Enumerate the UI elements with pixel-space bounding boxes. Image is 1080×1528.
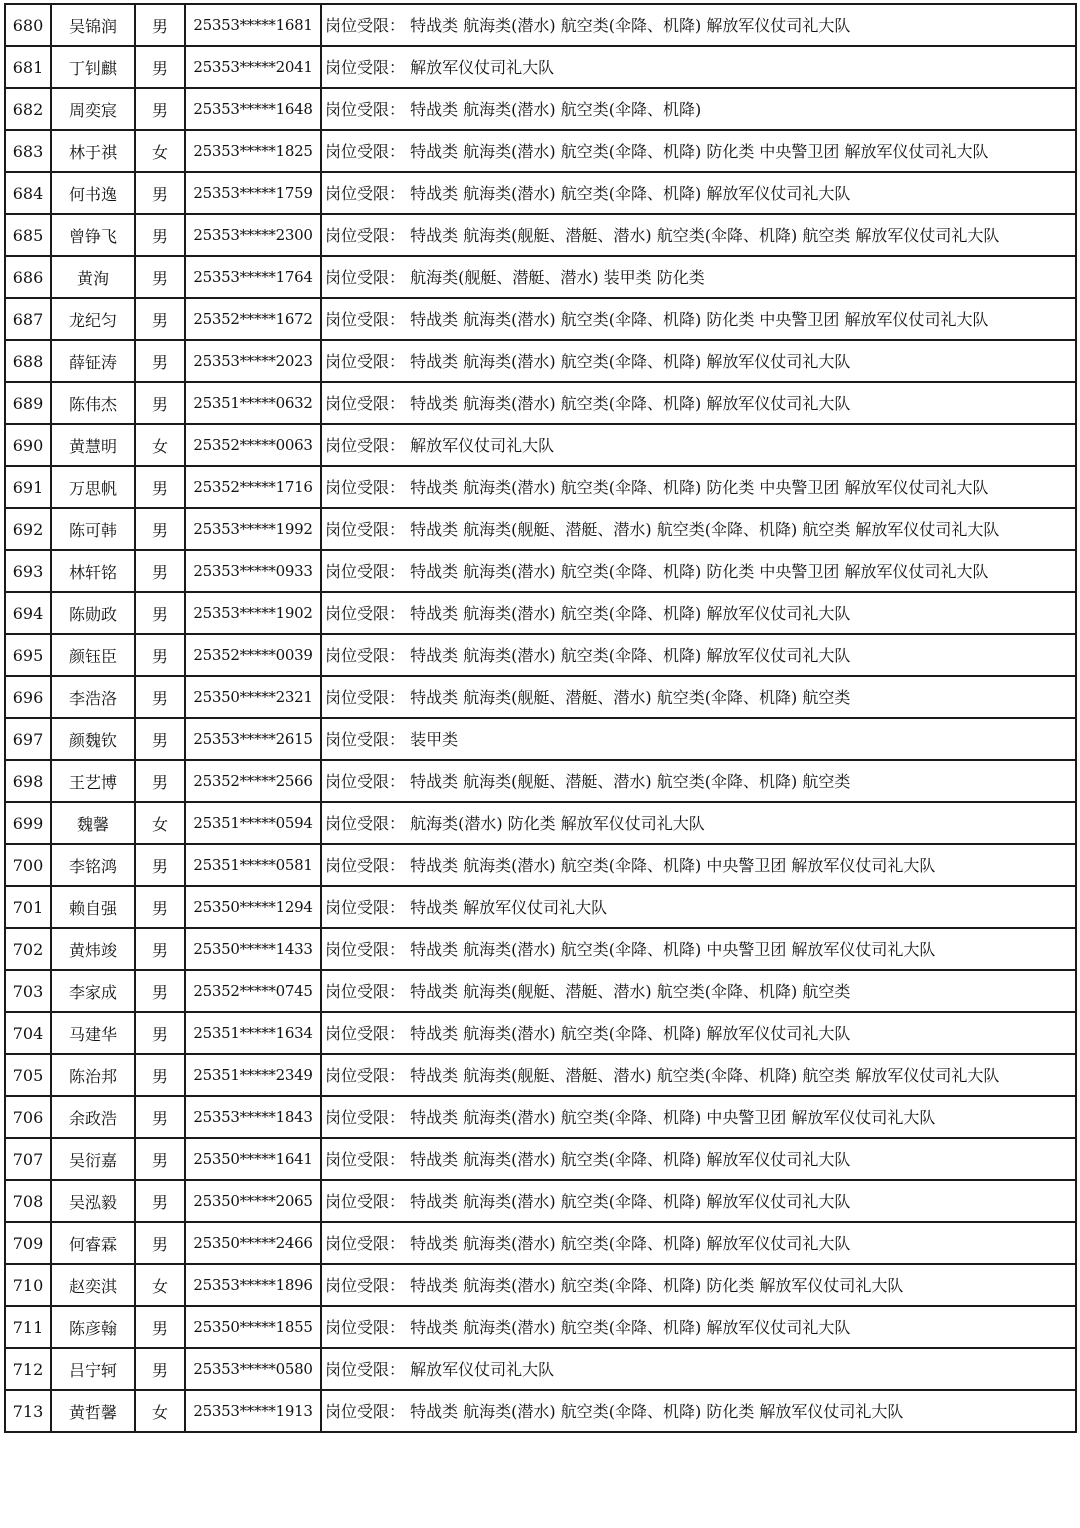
table-row: [5, 1306, 1076, 1348]
name-cell: 何睿霖: [51, 1222, 135, 1264]
row-number-cell: 698: [5, 760, 51, 802]
name-cell: 陈彦翰: [51, 1306, 135, 1348]
sex-cell: 男: [135, 46, 185, 88]
table-row: [5, 970, 1076, 1012]
row-number-cell: 693: [5, 550, 51, 592]
id-number-cell: 25353*****1764: [185, 256, 321, 298]
restriction-cell: 岗位受限： 特战类 航海类(潜水) 航空类(伞降、机降) 解放军仪仗司礼大队: [321, 172, 1076, 214]
table-row: [5, 844, 1076, 886]
table-row: [5, 1054, 1076, 1096]
table-row: [5, 592, 1076, 634]
table-row: [5, 802, 1076, 844]
row-number-cell: 705: [5, 1054, 51, 1096]
table-row: [5, 718, 1076, 760]
restriction-cell: 岗位受限： 航海类(舰艇、潜艇、潜水) 装甲类 防化类: [321, 256, 1076, 298]
row-number-cell: 713: [5, 1390, 51, 1432]
table-row: [5, 46, 1076, 88]
table-row: [5, 4, 1076, 46]
roster-table-body: [5, 4, 1076, 1432]
restriction-cell: 岗位受限： 特战类 航海类(潜水) 航空类(伞降、机降) 解放军仪仗司礼大队: [321, 592, 1076, 634]
sex-cell: 男: [135, 928, 185, 970]
restriction-cell: 岗位受限： 特战类 航海类(潜水) 航空类(伞降、机降) 解放军仪仗司礼大队: [321, 1012, 1076, 1054]
table-row: [5, 298, 1076, 340]
row-number-cell: 711: [5, 1306, 51, 1348]
restriction-cell: 岗位受限： 特战类 航海类(潜水) 航空类(伞降、机降) 解放军仪仗司礼大队: [321, 382, 1076, 424]
sex-cell: 男: [135, 634, 185, 676]
row-number-cell: 695: [5, 634, 51, 676]
restriction-cell: 岗位受限： 解放军仪仗司礼大队: [321, 424, 1076, 466]
name-cell: 李家成: [51, 970, 135, 1012]
name-cell: 黄慧明: [51, 424, 135, 466]
row-number-cell: 709: [5, 1222, 51, 1264]
name-cell: 赖自强: [51, 886, 135, 928]
id-number-cell: 25353*****1902: [185, 592, 321, 634]
restriction-cell: 岗位受限： 特战类 航海类(潜水) 航空类(伞降、机降) 解放军仪仗司礼大队: [321, 1306, 1076, 1348]
table-row: [5, 1390, 1076, 1432]
sex-cell: 男: [135, 298, 185, 340]
row-number-cell: 697: [5, 718, 51, 760]
row-number-cell: 684: [5, 172, 51, 214]
name-cell: 李铭鸿: [51, 844, 135, 886]
id-number-cell: 25353*****1825: [185, 130, 321, 172]
restriction-cell: 岗位受限： 特战类 航海类(舰艇、潜艇、潜水) 航空类(伞降、机降) 航空类 解放军仪仗司礼大队: [321, 1054, 1076, 1096]
restriction-cell: 岗位受限： 特战类 航海类(舰艇、潜艇、潜水) 航空类(伞降、机降) 航空类: [321, 970, 1076, 1012]
row-number-cell: 704: [5, 1012, 51, 1054]
restriction-cell: 岗位受限： 特战类 航海类(潜水) 航空类(伞降、机降) 中央警卫团 解放军仪仗司礼大队: [321, 844, 1076, 886]
restriction-cell: 岗位受限： 解放军仪仗司礼大队: [321, 1348, 1076, 1390]
id-number-cell: 25350*****1855: [185, 1306, 321, 1348]
restriction-cell: 岗位受限： 特战类 航海类(潜水) 航空类(伞降、机降) 防化类 中央警卫团 解放军仪仗司礼大队: [321, 298, 1076, 340]
row-number-cell: 685: [5, 214, 51, 256]
id-number-cell: 25353*****1843: [185, 1096, 321, 1138]
id-number-cell: 25353*****1992: [185, 508, 321, 550]
id-number-cell: 25350*****2065: [185, 1180, 321, 1222]
id-number-cell: 25353*****1648: [185, 88, 321, 130]
name-cell: 万思帆: [51, 466, 135, 508]
row-number-cell: 708: [5, 1180, 51, 1222]
sex-cell: 男: [135, 760, 185, 802]
name-cell: 林于祺: [51, 130, 135, 172]
restriction-cell: 岗位受限： 特战类 航海类(舰艇、潜艇、潜水) 航空类(伞降、机降) 航空类 解放军仪仗司礼大队: [321, 214, 1076, 256]
row-number-cell: 686: [5, 256, 51, 298]
sex-cell: 男: [135, 1222, 185, 1264]
name-cell: 何书逸: [51, 172, 135, 214]
row-number-cell: 701: [5, 886, 51, 928]
sex-cell: 男: [135, 256, 185, 298]
sex-cell: 男: [135, 214, 185, 256]
name-cell: 颜魏钦: [51, 718, 135, 760]
id-number-cell: 25350*****1433: [185, 928, 321, 970]
row-number-cell: 700: [5, 844, 51, 886]
table-row: [5, 1264, 1076, 1306]
id-number-cell: 25353*****1896: [185, 1264, 321, 1306]
row-number-cell: 683: [5, 130, 51, 172]
sex-cell: 男: [135, 886, 185, 928]
restriction-cell: 岗位受限： 航海类(潜水) 防化类 解放军仪仗司礼大队: [321, 802, 1076, 844]
restriction-cell: 岗位受限： 特战类 航海类(舰艇、潜艇、潜水) 航空类(伞降、机降) 航空类 解放军仪仗司礼大队: [321, 508, 1076, 550]
row-number-cell: 690: [5, 424, 51, 466]
sex-cell: 男: [135, 1306, 185, 1348]
row-number-cell: 696: [5, 676, 51, 718]
id-number-cell: 25353*****0933: [185, 550, 321, 592]
name-cell: 陈勋政: [51, 592, 135, 634]
sex-cell: 男: [135, 1096, 185, 1138]
row-number-cell: 699: [5, 802, 51, 844]
row-number-cell: 688: [5, 340, 51, 382]
row-number-cell: 707: [5, 1138, 51, 1180]
row-number-cell: 703: [5, 970, 51, 1012]
id-number-cell: 25351*****1634: [185, 1012, 321, 1054]
sex-cell: 男: [135, 4, 185, 46]
sex-cell: 男: [135, 550, 185, 592]
id-number-cell: 25352*****1716: [185, 466, 321, 508]
sex-cell: 男: [135, 382, 185, 424]
table-row: [5, 1138, 1076, 1180]
row-number-cell: 710: [5, 1264, 51, 1306]
id-number-cell: 25353*****2023: [185, 340, 321, 382]
name-cell: 龙纪匀: [51, 298, 135, 340]
id-number-cell: 25351*****0594: [185, 802, 321, 844]
sex-cell: 男: [135, 1138, 185, 1180]
restriction-cell: 岗位受限： 特战类 航海类(潜水) 航空类(伞降、机降): [321, 88, 1076, 130]
name-cell: 魏馨: [51, 802, 135, 844]
id-number-cell: 25352*****0039: [185, 634, 321, 676]
restriction-cell: 岗位受限： 特战类 航海类(潜水) 航空类(伞降、机降) 解放军仪仗司礼大队: [321, 634, 1076, 676]
restriction-cell: 岗位受限： 装甲类: [321, 718, 1076, 760]
row-number-cell: 691: [5, 466, 51, 508]
restriction-cell: 岗位受限： 特战类 航海类(潜水) 航空类(伞降、机降) 防化类 中央警卫团 解放军仪仗司礼大队: [321, 466, 1076, 508]
table-row: [5, 760, 1076, 802]
row-number-cell: 680: [5, 4, 51, 46]
table-row: [5, 424, 1076, 466]
sex-cell: 男: [135, 172, 185, 214]
table-row: [5, 382, 1076, 424]
sex-cell: 女: [135, 802, 185, 844]
name-cell: 黄洵: [51, 256, 135, 298]
table-row: [5, 340, 1076, 382]
sex-cell: 男: [135, 844, 185, 886]
sex-cell: 男: [135, 466, 185, 508]
restriction-cell: 岗位受限： 特战类 航海类(潜水) 航空类(伞降、机降) 解放军仪仗司礼大队: [321, 1138, 1076, 1180]
sex-cell: 男: [135, 1180, 185, 1222]
id-number-cell: 25353*****1681: [185, 4, 321, 46]
sex-cell: 男: [135, 970, 185, 1012]
row-number-cell: 712: [5, 1348, 51, 1390]
name-cell: 薛钲涛: [51, 340, 135, 382]
id-number-cell: 25352*****0063: [185, 424, 321, 466]
roster-sheet: [4, 3, 1075, 1433]
name-cell: 曾铮飞: [51, 214, 135, 256]
id-number-cell: 25351*****0632: [185, 382, 321, 424]
name-cell: 颜钰臣: [51, 634, 135, 676]
restriction-cell: 岗位受限： 特战类 航海类(潜水) 航空类(伞降、机降) 中央警卫团 解放军仪仗司礼大队: [321, 928, 1076, 970]
table-row: [5, 172, 1076, 214]
table-row: [5, 508, 1076, 550]
table-row: [5, 466, 1076, 508]
row-number-cell: 706: [5, 1096, 51, 1138]
table-row: [5, 1180, 1076, 1222]
restriction-cell: 岗位受限： 解放军仪仗司礼大队: [321, 46, 1076, 88]
sex-cell: 男: [135, 592, 185, 634]
sex-cell: 男: [135, 340, 185, 382]
sex-cell: 男: [135, 508, 185, 550]
name-cell: 王艺博: [51, 760, 135, 802]
restriction-cell: 岗位受限： 特战类 航海类(潜水) 航空类(伞降、机降) 防化类 解放军仪仗司礼大队: [321, 1264, 1076, 1306]
name-cell: 陈伟杰: [51, 382, 135, 424]
table-row: [5, 676, 1076, 718]
row-number-cell: 681: [5, 46, 51, 88]
restriction-cell: 岗位受限： 特战类 解放军仪仗司礼大队: [321, 886, 1076, 928]
sex-cell: 男: [135, 88, 185, 130]
name-cell: 余政浩: [51, 1096, 135, 1138]
id-number-cell: 25351*****0581: [185, 844, 321, 886]
id-number-cell: 25350*****1294: [185, 886, 321, 928]
name-cell: 林轩铭: [51, 550, 135, 592]
row-number-cell: 692: [5, 508, 51, 550]
id-number-cell: 25353*****1913: [185, 1390, 321, 1432]
restriction-cell: 岗位受限： 特战类 航海类(潜水) 航空类(伞降、机降) 解放军仪仗司礼大队: [321, 1180, 1076, 1222]
id-number-cell: 25353*****2615: [185, 718, 321, 760]
id-number-cell: 25351*****2349: [185, 1054, 321, 1096]
id-number-cell: 25350*****2321: [185, 676, 321, 718]
row-number-cell: 682: [5, 88, 51, 130]
name-cell: 吴泓毅: [51, 1180, 135, 1222]
sex-cell: 男: [135, 1012, 185, 1054]
table-row: [5, 886, 1076, 928]
table-row: [5, 130, 1076, 172]
name-cell: 吴衍嘉: [51, 1138, 135, 1180]
name-cell: 吴锦润: [51, 4, 135, 46]
restriction-cell: 岗位受限： 特战类 航海类(潜水) 航空类(伞降、机降) 解放军仪仗司礼大队: [321, 340, 1076, 382]
id-number-cell: 25353*****2300: [185, 214, 321, 256]
table-row: [5, 1348, 1076, 1390]
id-number-cell: 25353*****0580: [185, 1348, 321, 1390]
table-row: [5, 550, 1076, 592]
sex-cell: 男: [135, 718, 185, 760]
table-row: [5, 214, 1076, 256]
sex-cell: 女: [135, 130, 185, 172]
name-cell: 丁钊麒: [51, 46, 135, 88]
name-cell: 马建华: [51, 1012, 135, 1054]
id-number-cell: 25352*****0745: [185, 970, 321, 1012]
restriction-cell: 岗位受限： 特战类 航海类(潜水) 航空类(伞降、机降) 防化类 中央警卫团 解放军仪仗司礼大队: [321, 130, 1076, 172]
table-row: [5, 928, 1076, 970]
id-number-cell: 25353*****2041: [185, 46, 321, 88]
restriction-cell: 岗位受限： 特战类 航海类(舰艇、潜艇、潜水) 航空类(伞降、机降) 航空类: [321, 676, 1076, 718]
row-number-cell: 689: [5, 382, 51, 424]
id-number-cell: 25353*****1759: [185, 172, 321, 214]
table-row: [5, 88, 1076, 130]
name-cell: 陈治邦: [51, 1054, 135, 1096]
id-number-cell: 25350*****1641: [185, 1138, 321, 1180]
table-row: [5, 1222, 1076, 1264]
row-number-cell: 702: [5, 928, 51, 970]
restriction-cell: 岗位受限： 特战类 航海类(舰艇、潜艇、潜水) 航空类(伞降、机降) 航空类: [321, 760, 1076, 802]
restriction-cell: 岗位受限： 特战类 航海类(潜水) 航空类(伞降、机降) 防化类 解放军仪仗司礼大队: [321, 1390, 1076, 1432]
table-row: [5, 256, 1076, 298]
sex-cell: 女: [135, 1390, 185, 1432]
restriction-cell: 岗位受限： 特战类 航海类(潜水) 航空类(伞降、机降) 防化类 中央警卫团 解放军仪仗司礼大队: [321, 550, 1076, 592]
name-cell: 周奕宸: [51, 88, 135, 130]
sex-cell: 男: [135, 1348, 185, 1390]
id-number-cell: 25352*****2566: [185, 760, 321, 802]
sex-cell: 男: [135, 676, 185, 718]
id-number-cell: 25352*****1672: [185, 298, 321, 340]
sex-cell: 女: [135, 424, 185, 466]
table-row: [5, 634, 1076, 676]
restriction-cell: 岗位受限： 特战类 航海类(潜水) 航空类(伞降、机降) 解放军仪仗司礼大队: [321, 1222, 1076, 1264]
name-cell: 黄哲馨: [51, 1390, 135, 1432]
name-cell: 李浩洛: [51, 676, 135, 718]
sex-cell: 男: [135, 1054, 185, 1096]
row-number-cell: 687: [5, 298, 51, 340]
table-row: [5, 1012, 1076, 1054]
name-cell: 陈可韩: [51, 508, 135, 550]
restriction-cell: 岗位受限： 特战类 航海类(潜水) 航空类(伞降、机降) 解放军仪仗司礼大队: [321, 4, 1076, 46]
restriction-cell: 岗位受限： 特战类 航海类(潜水) 航空类(伞降、机降) 中央警卫团 解放军仪仗司礼大队: [321, 1096, 1076, 1138]
roster-table: [4, 3, 1077, 1433]
sex-cell: 女: [135, 1264, 185, 1306]
name-cell: 赵奕淇: [51, 1264, 135, 1306]
name-cell: 黄炜竣: [51, 928, 135, 970]
name-cell: 吕宁轲: [51, 1348, 135, 1390]
row-number-cell: 694: [5, 592, 51, 634]
id-number-cell: 25350*****2466: [185, 1222, 321, 1264]
table-row: [5, 1096, 1076, 1138]
